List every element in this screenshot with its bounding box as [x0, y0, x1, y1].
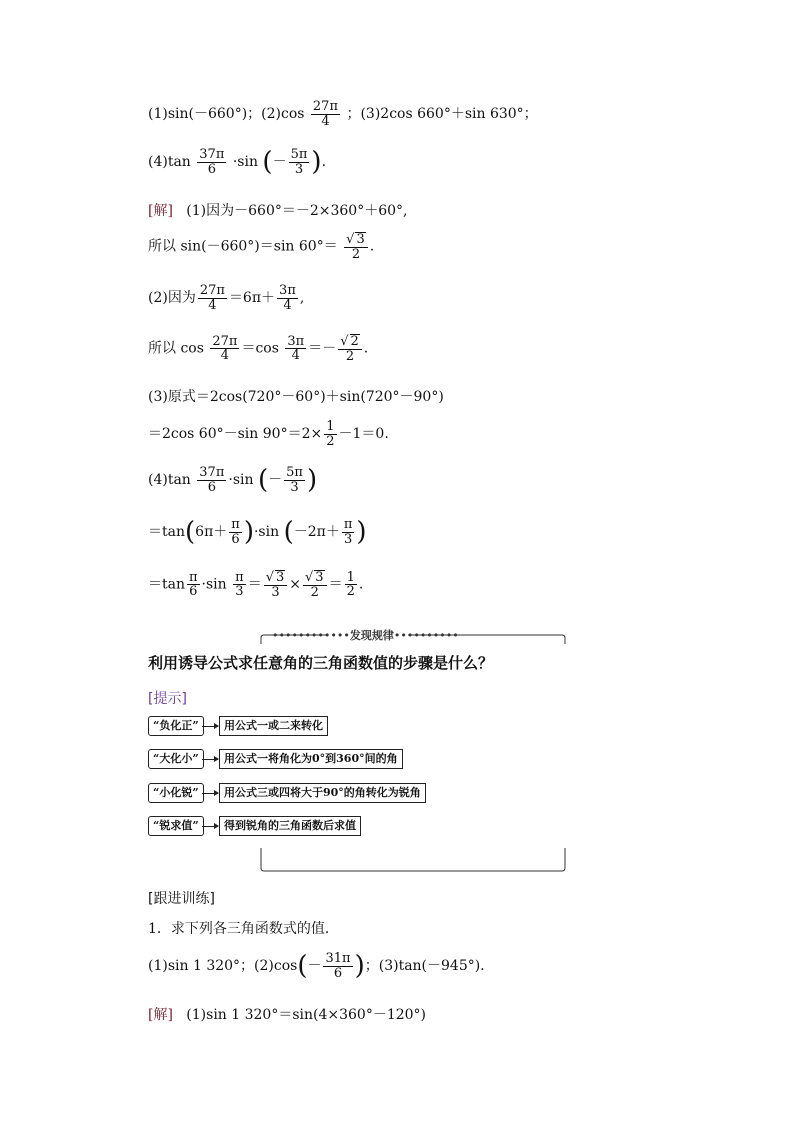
flow-step-1-left: “负化正”	[148, 716, 204, 736]
fraction: $\frac{√ 3}{3}$	[264, 570, 288, 599]
arrow-icon	[202, 793, 218, 794]
dots-left-icon: ••••••••••••	[272, 629, 350, 642]
fraction: $\frac{√ 3}{2}$	[303, 570, 327, 599]
problem-text: (1)sin(－660°)；(2)cos	[148, 106, 305, 123]
arrow-icon	[202, 759, 218, 760]
solution-line-1: [解] (1)因为－660°＝－2×360°＋60°,	[148, 203, 408, 219]
problem-text: ；(3)2cos 660°＋sin 630°；	[346, 106, 538, 123]
flow-step-2-left: “大化小”	[148, 749, 204, 769]
practice-question-1: 1．求下列各三角函数式的值．	[148, 921, 339, 937]
flow-step-4-right: 得到锐角的三角函数后求值	[219, 816, 361, 836]
fraction: $\frac{5\pi}{3}$	[290, 147, 308, 177]
problem-line-1	[148, 100, 538, 128]
solution-line-7: (4)tan $\frac{37\pi}{6}$ ·sin (－ $\frac{5\pi}{3}$ )	[148, 465, 318, 496]
dots-right-icon: ••••••••••	[393, 629, 459, 642]
arrow-icon	[202, 726, 218, 727]
solution-label: [解]	[148, 203, 173, 219]
practice-answer-1: [解] (1)sin 1 320°＝sin(4×360°－120°)	[148, 1007, 427, 1023]
fraction: $\frac{\pi}{3}$	[343, 517, 353, 547]
fraction: $\frac{37\pi}{6}$	[199, 147, 225, 177]
hint-label: [提示]	[148, 691, 187, 707]
problem-line-2: (4)tan $\frac{37\pi}{6}$ ·sin (－ $\frac{5\pi}{3}$ ).	[148, 147, 327, 178]
fraction: $\frac{√ 2}{2}$	[338, 334, 362, 363]
problem-text: (4)tan	[148, 154, 191, 171]
fraction: $\frac{3\pi}{4}$	[279, 283, 296, 313]
problem-text: ·sin	[232, 154, 258, 171]
practice-title: [跟进训练]	[148, 891, 215, 907]
solution-line-2: 所以 sin(－660°)＝sin 60°＝ $\frac{√ 3}{2}$ .	[148, 232, 375, 262]
solution-line-8: ＝tan(6π＋ $\frac{\pi}{6}$ )·sin (－2π＋ $\frac{\pi}{3}$ )	[148, 517, 367, 548]
fraction: $\frac{√ 3}{2}$	[344, 232, 368, 261]
solution-label: [解]	[148, 1007, 173, 1023]
fraction: $\frac{1}{2}$	[346, 569, 355, 600]
fraction: $\frac{27\pi}{4}$	[199, 283, 225, 313]
fraction: $\frac{27\pi}{4}$	[312, 99, 338, 129]
flow-step-3-left: “小化锐”	[148, 783, 204, 803]
fraction: $\frac{5\pi}{3}$	[286, 465, 303, 495]
fraction: $\frac{\pi}{3}$	[235, 569, 244, 600]
solution-line-5: (3)原式＝2cos(720°－60°)＋sin(720°－90°)	[148, 389, 444, 405]
fraction: $\frac{\pi}{6}$	[231, 517, 240, 547]
discover-question: 利用诱导公式求任意角的三角函数值的步骤是什么？	[148, 654, 494, 672]
fraction: $\frac{3\pi}{4}$	[287, 333, 305, 364]
arrow-icon	[202, 826, 218, 827]
discover-banner: ••••••••••••发现规律••••••••••	[272, 629, 459, 642]
practice-question-1-parts: (1)sin 1 320°；(2)cos(－ $\frac{31\pi}{6}$ )；(3)tan(－945°)．	[148, 951, 495, 982]
fraction: $\frac{1}{2}$	[326, 419, 335, 449]
flow-step-4-left: “锐求值”	[148, 816, 204, 836]
fraction: $\frac{37\pi}{6}$	[199, 465, 225, 495]
solution-line-9: ＝tan $\frac{\pi}{6}$ ·sin $\frac{\pi}{3}$ ＝ $\frac{√ 3}{3}$ × $\frac{√ 3}{2}$ ＝ $\frac{1}{2}$ .	[148, 569, 364, 600]
solution-line-4: 所以 cos $\frac{27\pi}{4}$ ＝cos $\frac{3\pi}{4}$ ＝－ $\frac{√ 2}{2}$ .	[148, 333, 369, 364]
solution-line-3: (2)因为 $\frac{27\pi}{4}$ ＝6π＋ $\frac{3\pi}{4}$ ,	[148, 283, 305, 313]
fraction: $\frac{31\pi}{6}$	[325, 951, 351, 981]
flow-step-3-right: 用公式三或四将大于90°的角转化为锐角	[219, 783, 426, 803]
fraction: $\frac{27\pi}{4}$	[212, 333, 238, 364]
fraction: $\frac{\pi}{6}$	[189, 569, 198, 600]
solution-line-6: ＝2cos 60°－sin 90°＝2× $\frac{1}{2}$ －1＝0.	[148, 419, 389, 449]
flow-step-1-right: 用公式一或二来转化	[219, 716, 328, 736]
flow-step-2-right: 用公式一将角化为0°到360°间的角	[219, 749, 403, 769]
